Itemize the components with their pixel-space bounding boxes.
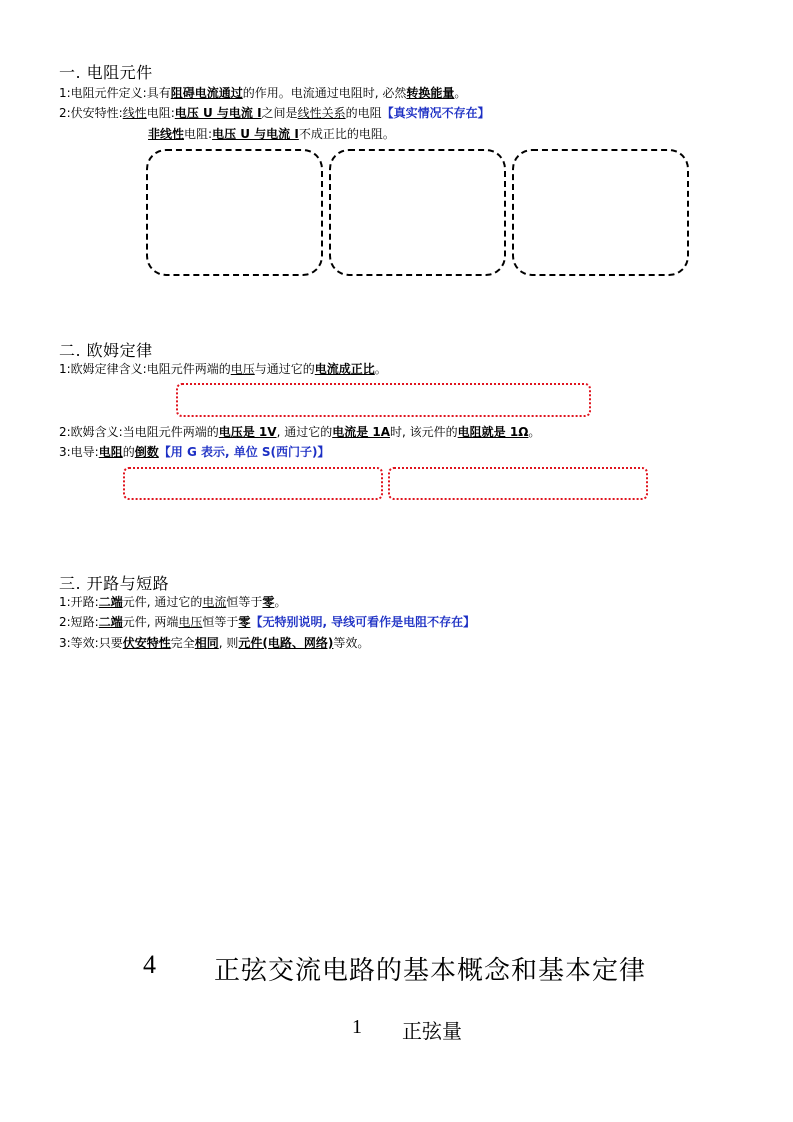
s1-l3-u1: 非线性 (148, 127, 185, 141)
s1-l2-u3: 线性关系 (297, 106, 346, 120)
s1-l1-u1: 阻碍电流通过 (170, 86, 243, 100)
s1-l1-end: 。 (454, 86, 467, 100)
s3-l3-t2: , 则 (218, 636, 239, 650)
s1-l3-t2: 不成正比的电阻。 (298, 127, 395, 141)
subsection-title: 正弦量 (402, 1019, 462, 1043)
blank-box-3 (512, 149, 689, 276)
s1-l2-prefix: 2:伏安特性: (59, 106, 123, 120)
s2-l2-t2: 时, 该元件的 (390, 425, 458, 439)
s2-l3-prefix: 3:电导: (59, 445, 99, 459)
s3-l3-end: 等效。 (333, 636, 370, 650)
s2-l2-u3: 电阻就是 1Ω (457, 425, 529, 439)
subsection-number: 1 (352, 1016, 362, 1038)
s3-l2-u1: 二端 (98, 615, 123, 629)
s1-l3-t1: 电阻: (184, 127, 213, 141)
s3-l3-u3: 元件(电路、网络) (238, 636, 334, 650)
s1-l2-u2: 电压 U 与电流 I (174, 106, 262, 120)
s2-l1-end: 。 (374, 362, 387, 376)
s1-l1-prefix: 1:电阻元件定义:具有 (59, 86, 171, 100)
s1-l2-note: 【真实情况不存在】 (381, 106, 490, 120)
s2-l3-note: 【用 G 表示, 单位 S(西门子)】 (158, 445, 330, 459)
s2-l1-u1: 电压 (230, 362, 255, 376)
s3-l3-prefix: 3:等效:只要 (59, 636, 123, 650)
s2-l2-u2: 电流是 1A (332, 425, 391, 439)
s3-l1-t1: 元件, 通过它的 (122, 595, 203, 609)
s2-line-2 (59, 424, 540, 440)
section-1-heading: 一. 电阻元件 (59, 63, 153, 82)
s3-l2-t1: 元件, 两端 (122, 615, 179, 629)
s3-l1-end: 。 (274, 595, 287, 609)
s3-line-1 (59, 594, 286, 610)
s3-l1-u1: 二端 (98, 595, 123, 609)
s3-l1-u3: 零 (262, 595, 275, 609)
s1-l2-t2: 之间是 (261, 106, 298, 120)
s3-l2-u2: 电压 (178, 615, 203, 629)
s3-l2-u3: 零 (238, 615, 251, 629)
s2-line-3 (59, 444, 330, 460)
s3-l1-t2: 恒等于 (226, 595, 263, 609)
section-2-heading: 二. 欧姆定律 (59, 341, 153, 360)
s3-l3-t1: 完全 (170, 636, 195, 650)
chapter-number: 4 (143, 950, 157, 979)
s2-l2-end: 。 (528, 425, 541, 439)
s3-l1-u2: 电流 (202, 595, 227, 609)
chapter-title: 正弦交流电路的基本概念和基本定律 (214, 956, 647, 986)
s2-l3-u1: 电阻 (98, 445, 123, 459)
s3-l3-u1: 伏安特性 (122, 636, 171, 650)
s1-l2-u1: 线性 (122, 106, 147, 120)
s2-line-1 (59, 361, 387, 377)
s1-l1-u2: 转换能量 (406, 86, 455, 100)
s1-line-2 (59, 105, 490, 121)
blank-box-1 (146, 149, 323, 276)
s3-l2-note: 【无特别说明, 导线可看作是电阻不存在】 (250, 615, 476, 629)
section-3-heading: 三. 开路与短路 (59, 574, 170, 593)
s2-l1-u2: 电流成正比 (314, 362, 375, 376)
s1-line-1 (59, 85, 466, 101)
s3-l3-u2: 相同 (194, 636, 219, 650)
s3-l1-prefix: 1:开路: (59, 595, 99, 609)
s2-l1-prefix: 1:欧姆定律含义:电阻元件两端的 (59, 362, 231, 376)
s2-l1-t1: 与通过它的 (254, 362, 315, 376)
s2-l3-t1: 的 (122, 445, 135, 459)
s3-l2-t2: 恒等于 (202, 615, 239, 629)
blank-box-2 (329, 149, 506, 276)
s1-l3-u2: 电压 U 与电流 I (212, 127, 299, 141)
s3-line-2 (59, 614, 475, 630)
s2-l2-prefix: 2:欧姆含义:当电阻元件两端的 (59, 425, 219, 439)
s2-l2-u1: 电压是 1V (218, 425, 277, 439)
formula-box-left (123, 467, 383, 500)
s1-l2-t1: 电阻: (146, 106, 175, 120)
formula-box-right (388, 467, 648, 500)
s3-line-3 (59, 635, 369, 651)
s3-l2-prefix: 2:短路: (59, 615, 99, 629)
s2-l3-u2: 倒数 (134, 445, 159, 459)
s1-l1-mid: 的作用。电流通过电阻时, 必然 (242, 86, 407, 100)
s2-l2-t1: , 通过它的 (276, 425, 333, 439)
s1-line-3 (148, 126, 395, 142)
s1-l2-t3: 的电阻 (345, 106, 382, 120)
formula-box (176, 383, 591, 417)
